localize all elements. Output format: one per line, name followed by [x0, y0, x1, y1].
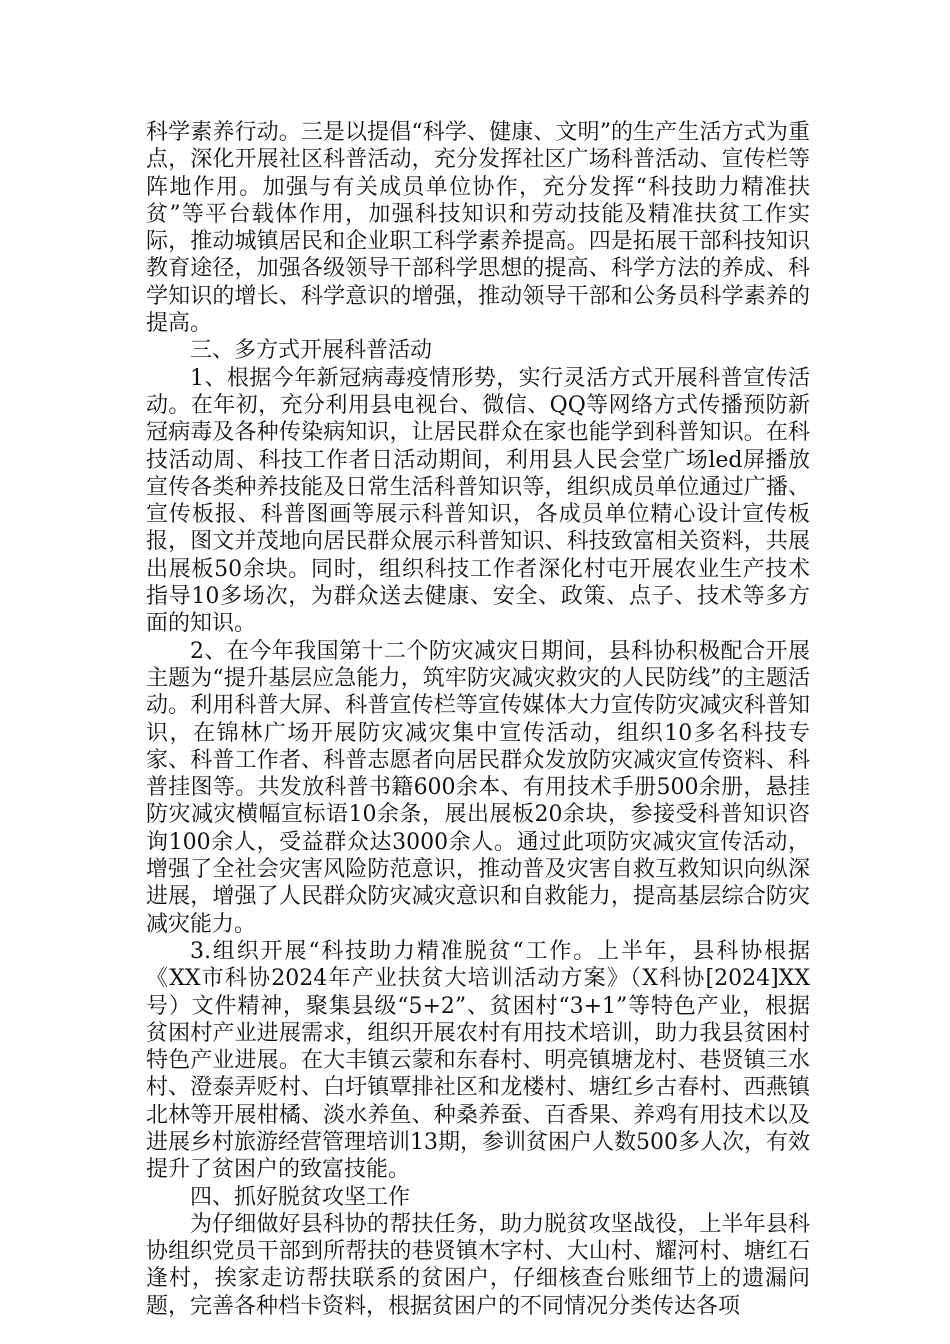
paragraph-continuation: 科学素养行动。三是以提倡“科学、健康、文明”的生产生活方式为重点，深化开展社区科普活动，充分发挥社区广场科普活动、宣传栏等阵地作用。加强与有关成员单位协作，充分发挥“科技助力精准扶贫”等平台载体作用，加强科技知识和劳动技能及精准扶贫工作实际，推动城镇居民和企业职工科学素养提高。四是拓展干部科技知识教育途径，加强各级领导干部科学思想的提高、科学方法的养成、科学知识的增长、科学意识的增强，推动领导干部和公务员科学素养的提高。 [146, 120, 810, 337]
paragraph-item-1: 1、根据今年新冠病毒疫情形势，实行灵活方式开展科普宣传活动。在年初，充分利用县电视台、微信、QQ等网络方式传播预防新冠病毒及各种传染病知识，让居民群众在家也能学到科普知识。在科技活动周、科技工作者日活动期间，利用县人民会堂广场led屏播放宣传各类种养技能及日常生活科普知识等，组织成员单位通过广播、宣传板报、科普图画等展示科普知识，各成员单位精心设计宣传板报，图文并茂地向居民群众展示科普知识、科技致富相关资料，共展出展板50余块。同时，组织科技工作者深化村屯开展农业生产技术指导10多场次，为群众送去健康、安全、政策、点子、技术等多方面的知识。 [146, 365, 810, 637]
paragraph-item-3: 3.组织开展“科技助力精准脱贫“工作。上半年，县科协根据《XX市科协2024年产业扶贫大培训活动方案》（X科协[2024]XX号）文件精神，聚集县级“5+2”、贫困村“3+1”等特色产业，根据贫困村产业进展需求，组织开展农村有用技术培训，助力我县贫困村特色产业进展。在大丰镇云蒙和东春村、明亮镇塘龙村、巷贤镇三水村、澄泰弄贬村、白圩镇覃排社区和龙楼村、塘红乡古春村、西燕镇北林等开展柑橘、淡水养鱼、种桑养蚕、百香果、养鸡有用技术以及进展乡村旅游经营管理培训13期，参训贫困户人数500多人次，有效提升了贫困户的致富技能。 [146, 938, 810, 1183]
section-heading-3: 三、多方式开展科普活动 [190, 338, 433, 364]
paragraph-item-2: 2、在今年我国第十二个防灾减灾日期间，县科协积极配合开展主题为“提升基层应急能力，筑牢防灾减灾救灾的人民防线”的主题活动。利用科普大屏、科普宣传栏等宣传媒体大力宣传防灾减灾科普知识，在锦林广场开展防灾减灾集中宣传活动，组织10多名科技专家、科普工作者、科普志愿者向居民群众发放防灾减灾宣传资料、科普挂图等。共发放科普书籍600余本、有用技术手册500余册，悬挂防灾减灾横幅宣标语10余条，展出展板20余块，参接受科普知识咨询100余人，受益群众达3000余人。通过此项防灾减灾宣传活动，增强了全社会灾害风险防范意识，推动普及灾害自救互救知识向纵深进展，增强了人民群众防灾减灾意识和自救能力，提高基层综合防灾减灾能力。 [146, 638, 810, 937]
section-heading-4: 四、抓好脱贫攻坚工作 [190, 1184, 411, 1210]
document-body [146, 119, 810, 1320]
paragraph-section-4: 为仔细做好县科协的帮扶任务，助力脱贫攻坚战役，上半年县科协组织党员干部到所帮扶的巷贤镇木字村、大山村、耀河村、塘红石逢村，挨家走访帮扶联系的贫困户，仔细核查台账细节上的遗漏问题，完善各种档卡资料，根据贫困户的不同情况分类传达各项 [146, 1211, 810, 1319]
